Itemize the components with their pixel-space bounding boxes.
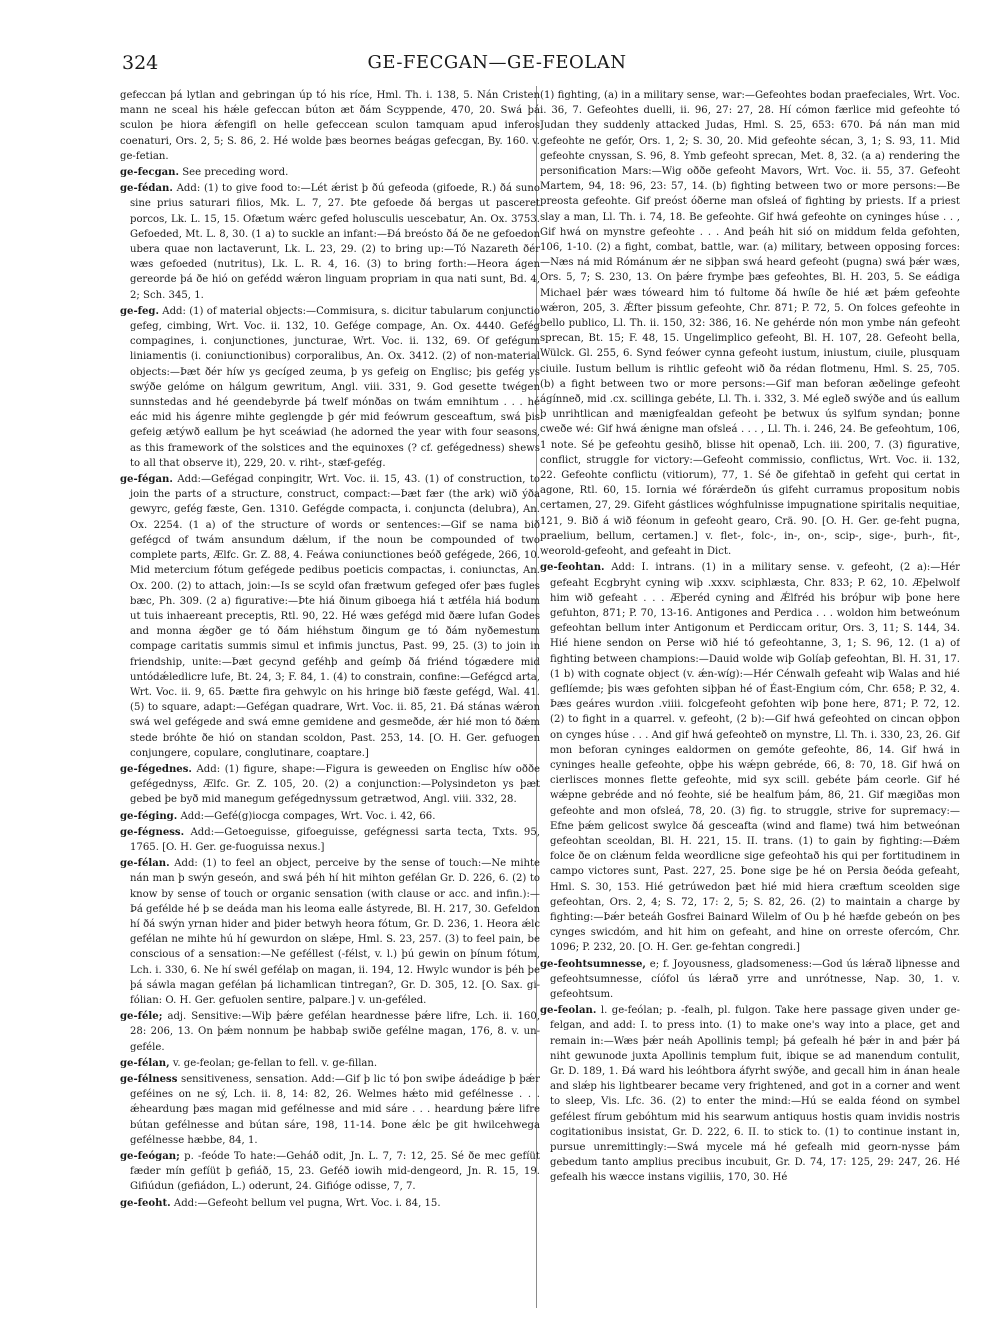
dictionary-entry	[120, 181, 540, 303]
entry-body: p. -feóde To hate:—Geháð odit, Jn. L. 7, 7: 12, 25. Sé ðe mec gefíüt fæder mín gefíüt þ gefiáð, 15, 23. Geféð iowih mid-dengeord, Jn. R. 15, 19. Gifiúdun (gefiádon, L.) oderunt, 24. Gifióge odisse, 7, 7.	[130, 1151, 540, 1193]
dictionary-entry	[120, 1196, 540, 1211]
dictionary-entry	[120, 856, 540, 1008]
dictionary-entry	[120, 472, 540, 761]
entry-headword: ge-félan.	[120, 858, 170, 870]
dictionary-entry	[120, 88, 540, 164]
entry-headword: ge-feg.	[120, 305, 160, 317]
entry-headword: ge-fégan.	[120, 474, 173, 486]
entry-body: Add:—Gefeoht bellum vel pugna, Wrt. Voc. i. 84, 15.	[173, 1197, 441, 1209]
entry-headword: ge-feógan;	[120, 1151, 180, 1163]
entry-headword: ge-féging.	[120, 810, 178, 822]
entry-body: l. ge-feólan; p. -fealh, pl. fulgon. Take here passage given under ge-felgan, and add: I. to press into. (1) to make one's way into a place, get and remain in:—Wæs þǽr neáh Apollinis templ; þá gefealh hé þǽr in and þǽr þá niht gewunode juxta Apollinis templum fuit, ibique se ad manendum contulit, Gr. D. 189, 1. Ðá ward his leóhtbora áfyrht swýðe, and gecall him in ánan heale and slǽp his lightbearer became very frightened, and got in a corner and went to sleep, Vis. Lfc. 36. (2) to enter the mind:—Hú se ealda féond on symbel gefélest fírum gebóhtum mid his searwum antiquus hostis quam invidis nostris cogitationibus insistat, Gr. D. 222, 6. II. to stick to. (1) to continue instant in, pursue unremittingly:—Swá mycele má hé gefealh mid georn-nysse þám gebedum tanto amplius precibus incubuit, Gr. D. 74, 17: 125, 29: 247, 26. Hé gefealh his wæcce instans vigiliis, 170, 30. Hé	[550, 1005, 960, 1184]
entry-body: Add: (1) of material objects:—Commisura, s. dicitur tabularum conjunctio gefeg, cimbing, Wrt. Voc. ii. 132, 10. Gefége compage, An. Ox. 4440. Gefég compagines, i. conjunctiones, juncturae, Wrt. Voc. ii. 132, 69. Of gefégum liniamentis (i. coniunctionibus) corporalibus, An. Ox. 3412. (2) of non-material objects:—Þæt ðér híw ys gecíged zeuma, þ ys gefeig on Englisc; þis gefég ys swýðe gelóme on hálgum gewritum, Angl. viii. 331, 9. God gesette twégen sunnstedas and hé geendebyrde þá twelf mónðas on twám emnihtum . . . hé eác mid his ágenre mihte geglengde þ gér mid feówrum gesceaftum, swá þis gefeig ætýwð eallum þe hyt sceáwiad (he adorned the year with four seasons, as this framework of the solstices and the equinoxes (? cf. gefégedness) shews to all that observe it), 229, 20. v. riht-, stæf-gefég.	[130, 305, 540, 469]
dictionary-entry	[540, 88, 960, 559]
entry-body: Add:—Gefégad conpingitr, Wrt. Voc. ii. 15, 43. (1) of construction, to join the parts of a structure, construct, compact:—Þæt fær (the ark) wið ýða gewyrc, gefég fæste, Gen. 1310. Gefégde compacta, i. conjuncta (delubra), An. Ox. 2254. (1 a) of the structure of words or sentences:—Gif se nama bið gefégcd of twám ansundum dǽlum, if the noun be compounded of two complete parts, Ælfc. Gr. Z. 88, 4. Feáwa coniunctiones beóð gefégede, 266, 10. Mid metercium fótum gefégede pedibus poeticis compactas, i. coniunctas, An. Ox. 200. (2) to attach, join:—Is se scyld ofan frætwum gefeged ofer þæs fugles bæc, Ph. 309. (2 a) figurative:—Þte hiá ðinum giboega hiá t ætféla hiá bodum ut tuis inhaereant preceptis, Rtl. 90, 22. Hé wæs gefégd mid ðære lufan Godes and monna ǽgðer ge tó ðám hiéhstum ðingum ge tó ðám nyðemestum compage caritatis summis simul et infimis junctus, Past. 99, 25. (3) to join in friendship, unite:—Þæt gecynd geféhþ and geímþ ðá friénd tógædere mid untódǽledlicre lufe, Bt. 24, 3; F. 84, 1. (4) to constrain, confine:—Gefégcd arta, Wrt. Voc. ii. 9, 65. Þætte fira gehwylc on his hringe bið fæste gefégd, Wal. 41. (5) to square, adapt:—Gefégan quadrare, Wrt. Voc. ii. 85, 21. Ðá stánas wǽron swá wel gefégede and swá emne gemidene and gesmeðde, ǽr hié mon tó ðǽm stede bróhte ðe hió on standan scoldon, Past. 253, 14. [O. H. Ger. gefuogen conjungere, copulare, conglutinare, coaptare.]	[130, 474, 540, 759]
dictionary-entry	[540, 1003, 960, 1185]
dictionary-entry	[120, 1009, 540, 1055]
entry-headword: ge-féle;	[120, 1011, 163, 1023]
entry-body: e; f. Joyousness, gladsomeness:—God ús lǽrað liþnesse and gefeohtsumnesse, cíófol ús lǽrað yrre and unrótnesse, Nap. 30, 1. v. gefeohtsum.	[550, 958, 960, 1000]
entry-body: Add: (1) to feel an object, perceive by the sense of touch:—Ne mihte nán man þ swýn geseón, and swá þéh hí hit mihton gefélan Gr. D. 226, 6. (2) to know by sense of touch or organic sensation (with clause or acc. and infin.):—Þá gefélde hé þ se deáda man his leoma ealle ástyrede, Bl. H. 217, 30. Gefeldon hí ðá swýn yrnan hider and þider betwyh heora fótum, Gr. D. 236, 1. Heora ǽlc gefélan ne mihte hú hí gewurdon on slǽpe, Hml. S. 23, 257. (3) to feel pain, be conscious of a sensation:—Ne geféllest (-félst, v. l.) þú gewin on þínum fótum, Lch. i. 330, 6. Ne hí swél gefélaþ on magan, ii. 194, 12. Hwylc wundor is þéh þe þá sáwla magan gefélan þá lichamlican tintregan?, Gr. D. 305, 12. [O. Sax. gi-fólian: O. H. Ger. gefuolen sentire, palpare.] v. un-geféled.	[130, 858, 540, 1006]
page-number: 324	[122, 52, 159, 74]
entry-headword: ge-fégednes.	[120, 763, 192, 775]
entry-body: (1) fighting, (a) in a military sense, war:—Gefeohtes bodan praefeciales, Wrt. Voc. i. 36, 7. Gefeohtes duelli, ii. 96, 27: 27, 28. Hí cómon færlice mid gefeohte tó Judan they suddenly attacked Judas, Hml. S. 25, 653: 670. Þá nán man mid gefeohte ne gefór, Ors. 1, 2; S. 30, 20. Mid gefeohte sécan, 3, 1; S. 93, 11. Mid gefeohte cnyssan, S. 96, 8. Ymb gefeoht sprecan, Met. 8, 32. (a a) rendering the personification Mars:—Wig oððe gefeoht Mavors, Wrt. Voc. ii. 55, 37. Gefeoht Martem, 94, 18: 96, 23: 57, 14. (b) fighting between two or more persons:—Be preosta gefeohte. Gif preóst óðerne man ofsleá of fighting by priests. If a priest slay a man, Ll. Th. i. 74, 18. Be gefeohte. Gif hwá gefeohte on cyninges húse . . , Gif hwá on mynstre gefeohte . . . And þeáh hit sió on middum felda gefohten, 106, 1-10. (2) a fight, combat, battle, war. (a) military, between opposing forces:—Næs ná mid Rómánum ǽr ne siþþan swá heard gefeoht (pugna) swá þǽr wæs, Ors. 5, 7; S. 230, 13. On þǽre frymþe þæs gefeohtes, Bl. H. 203, 5. Se eádiga Michael þǽr wæs tóweard him tó fultome ðá hwíle ðe hié æt þǽm gefeohte wǽron, 205, 3. Ǽfter þissum gefeohte, Chr. 871; P. 72, 5. On folces gefeohte in bello publico, Ll. Th. ii. 150, 32: 386, 16. Ne gehérde nón mon ymbe nán gefeoht sprecan, Bt. 15; F. 48, 15. Ungelimplico gefeoht, Bl. H. 107, 28. Gefeoht bella, Wülck. Gl. 255, 6. Synd feówer cynna gefeoht iustum, iniustum, ciuile, plusquam ciuile. Iustum bellum is rihtlic gefeoht wið ða rédan flotmenu, Hml. S. 25, 705. (b) a fight between two or more persons:—Gif man beforan æðelinge gefeoht ágínneð, mid .cx. scillinga gebéte, Ll. Th. i. 332, 3. Mé egleð swýðe and ús eallum þ unrihtlican and mænigfealdan gefeoht þe betwux ús sylfum syndan; þonne cweðe wé: Gif hwá ǽnigne man ofsleá . . . , Ll. Th. i. 246, 24. Be gefeohtum, 106, 1 note. Sé þe gefeohtu gesihð, blisse hit openað, Lch. iii. 200, 7. (3) figurative, conflict, struggle for victory:—Gefeoht commissio, conflictus, Wrt. Voc. ii. 132, 22. Gefeohte conflictu (vitiorum), 77, 1. Sé ðe gifehtað in gefeht qui certat in agone, Rtl. 60, 15. Iornia wé fórǽrdeðn ús gifeht curramus propositum nobis certamen, 27, 29. Gifeht gástlices wóghfulnisse impugnatione spiritalis nequitiae, 121, 9. Bið á wið féonum in gefeoht gearo, Crä. 90. [O. H. Ger. ge-feht pugna, praelium, bellum, certamen.] v. flet-, folc-, in-, on-, scip-, sige-, þurh-, fit-, weorold-gefeoht, and gefeaht in Dict.	[540, 90, 960, 558]
dictionary-entry	[120, 165, 540, 180]
dictionary-entry	[120, 1056, 540, 1071]
entry-headword: ge-feohtsumnesse,	[540, 958, 646, 970]
entry-headword: ge-feolan.	[540, 1005, 597, 1017]
entry-body: Add: (1) figure, shape:—Figura is geweeden on Englisc híw oððe gefégednyss, Ælfc. Gr. Z. 105, 20. (2) a conjunction:—Polysindeton ys þæt gebed þe byð mid manegum gefégednyssum getrætwod, Angl. viii. 332, 28.	[130, 763, 540, 806]
entry-headword: ge-fédan.	[120, 183, 173, 195]
entry-headword: ge-félan,	[120, 1057, 170, 1069]
running-head: GE-FECGAN—GE-FEOLAN	[367, 52, 627, 73]
entry-headword: ge-feohtan.	[540, 562, 605, 574]
entry-body: Add:—Gefé(g)iocga compages, Wrt. Voc. i. 42, 66.	[180, 810, 436, 822]
entry-headword: ge-feoht.	[120, 1197, 171, 1209]
page-header	[122, 52, 872, 76]
entry-body: See preceding word.	[182, 167, 289, 179]
entry-headword: ge-fégness.	[120, 826, 185, 838]
entry-body: v. ge-feolan; ge-fellan to fell. v. ge-fillan.	[172, 1057, 378, 1069]
entry-body: Add: (1) to give food to:—Lét ǽrist þ ðú gefeoda (gifoede, R.) ðá suno sine prius saturari filios, Mk. L. 7, 27. Þte gefoede ðá bergas ut pasceret porcos, Lk. L. 15, 15. Ofætum wǽrc gefed holusculis uescebatur, An. Ox. 3753. Gefoeded, Mt. L. 8, 30. (1 a) to suckle an infant:—Ðá breósto ðá ðe ne gefoedon ubera quae non lactaverunt, Lk. L. 23, 29. (2) to bring up:—Tó Nazareth ðér wæs gefoeded (nutritus), Lk. L. R. 4, 16. (3) to bring forth:—Heora ágen gereorde þá ðe hió on gefédd wǽron linguam propriam in qua nati sunt, Bd. 4, 2; Sch. 345, 1.	[130, 183, 540, 301]
entry-body: Add:—Getoeguisse, gifoeguisse, gefégnessi sarta tecta, Txts. 95, 1765. [O. H. Ger. ge-fuoguissa nexus.]	[130, 826, 540, 853]
entry-headword: ge-fecgan.	[120, 167, 180, 179]
right-column	[540, 88, 960, 1310]
dictionary-entry	[120, 304, 540, 471]
dictionary-entry	[120, 825, 540, 855]
left-column	[120, 88, 540, 1310]
dictionary-entry	[120, 1149, 540, 1195]
entry-body: gefeccan þá lytlan and gebringan úp tó his ríce, Hml. Th. i. 138, 5. Nán Cristen mann ne sceal his hǽle gefeccan búton æt ðám Scyppende, 470, 20. Swá þá sculon þe hiora ǽfengifl on helle gefeccean sculon tamquam apud inferos coenaturi, Ors. 2, 5; S. 86, 2. Hé wolde þæs beornes beágas gefecgan, By. 160. v. ge-fetian.	[120, 90, 540, 162]
dictionary-entry	[120, 809, 540, 824]
entry-body: Add: I. intrans. (1) in a military sense. v. gefeoht, (2 a):—Hér gefeaht Ecgbryht cyning wiþ .xxxv. sciphlæsta, Chr. 833; P. 62, 10. Æþelwolf him wið gefeaht . . . Æþeréd cyning and Ǽlfréd his bróþur wiþ þone here gefuhton, 871; P. 70, 13-16. Antigones and Perdica . . . woldon him betweónum gefeohtan bellum inter Antigonum et Perdiccam oritur, Ors. 3, 11; S. 144, 34. Hié hiene sendon on Perse wið hié tó gefeohtanne, 3, 1; S. 96, 12. (1 a) of fighting between champions:—Dauid wolde wiþ Golíaþ gefeohtan, Bl. H. 31, 17. (1 b) with cognate object (v. ǽn-wíg):—Hér Cénwalh gefeaht wiþ Walas and hié geflíemde; þis wæs gefohten siþþan hé of Éast-Engium cóm, Chr. 658; P. 32, 4. Þæs geáres wurdon .viiii. folcgefeoht gefohten wiþ þone here, 871; P. 72, 12. (2) to fight in a quarrel. v. gefeoht, (2 b):—Gif hwá gefeohted on cincan oþþon on cynges húse . . . And gif hwá gefeohteð on mynstre, Ll. Th. i. 330, 23, 26. Gif mon beforan cyninges ealdormen on gemóte gefeohte, 86, 14. Gif hwá in cyninges healle gefeohte, oþþe his wǽpn gebréde, 66, 8: 70, 18. Gif hwá on cierlisces monnes flette gefeohte, mid syx scill. gebéte þám ceorle. Gif hé wǽpne gebréde and nó feohte, sié be healfum þám, 86, 21. Gif mægiðas mon gefeohte and mon ofsleá, 78, 20. (3) fig. to struggle, strive for supremacy:—Efne þǽm gelicost swylce ðá gesceafta (wind and flame) twá him betweónan gefeohtan sceoldan, Bl. H. 221, 15. II. trans. (1) to gain by fighting:—Ðǽm folce ðe on clǽnum felda weordlicne sige gefeohtað his qui per fortitudinem in campo victores sunt, Past. 227, 25. Þone sige þe hé on Persia ðeóda gefeaht, Hml. S. 30, 153. Hié getrúwedon þæt hié mid hiera cræftum sceolden sige gefeohtan, Ors. 2, 4; S. 72, 17: 2, 5; S. 82, 26. (2) to maintain a charge by fighting:—Þǽr beteáh Gosfrei Bainard Wilelm of Ou þ hé hæfde gebeón on þes cynges swicdóm, and hit him on gefeaht, and hine on orreste ofercóm, Chr. 1096; P. 232, 20. [O. H. Ger. ge-fehtan congredi.]	[550, 562, 960, 954]
entry-headword: ge-félness	[120, 1074, 178, 1085]
dictionary-entry	[540, 560, 960, 955]
entry-body: adj. Sensitive:—Wiþ þǽre gefélan heardnesse þǽre lifre, Lch. ii. 160, 28: 206, 13. On þǽm nonnum þe habbaþ swiðe gefélne magan, 176, 8. v. un-geféle.	[130, 1011, 540, 1053]
dictionary-entry	[540, 957, 960, 1003]
entry-body: sensitiveness, sensation. Add:—Gif þ lic tó þon swiþe ádeádige þ þǽr geféines on ne sý, Lch. ii. 8, 14: 82, 26. Welmes hǽto mid gefélnesse . . . ǽheardung þæs magan mid gefélnesse and mid sáre . . . heardung þǽre lifre bútan gefélnesse and bútan sáre, 198, 11-14. Þone ǽlc þe git hwilcehwega gefélnesse hæbbe, 84, 1.	[130, 1074, 540, 1146]
dictionary-entry	[120, 762, 540, 808]
dictionary-entry	[120, 1072, 540, 1148]
